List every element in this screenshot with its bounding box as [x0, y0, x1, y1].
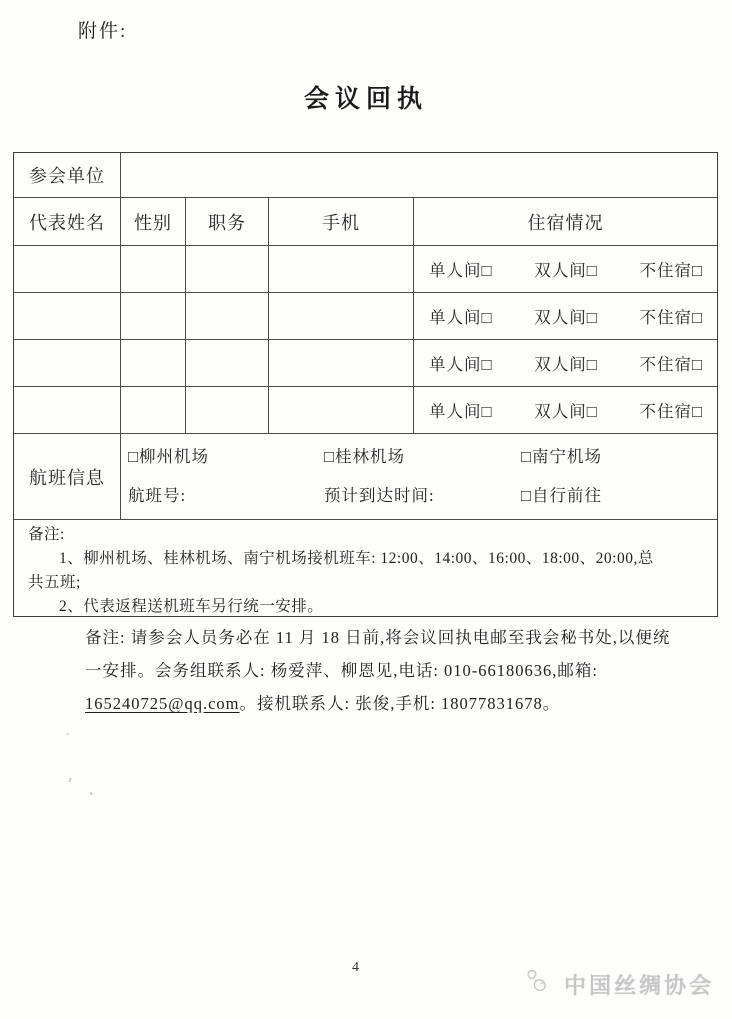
- remark-line1: 备注: 请参会人员务必在 11 月 18 日前,将会议回执电邮至我会秘书处,以便统: [85, 628, 671, 647]
- double-room-checkbox-option: 双人间□: [534, 402, 598, 421]
- remark-paragraph: [85, 621, 685, 720]
- arrival-time-label: 预计到达时间:: [324, 486, 435, 505]
- scan-artifact: [68, 778, 71, 782]
- double-room-checkbox-option: 双人间□: [534, 308, 598, 327]
- double-room-checkbox-option: 双人间□: [534, 355, 598, 374]
- position-cell: [186, 293, 269, 339]
- accommodation-cell: [414, 387, 717, 433]
- mobile-cell: [269, 246, 414, 292]
- table-row-unit: [14, 153, 717, 197]
- table-notes-row: [14, 519, 717, 616]
- header-name: 代表姓名: [14, 198, 121, 245]
- page-title: 会议回执: [303, 86, 428, 113]
- reply-form-table: [13, 152, 718, 617]
- remark-line3: [85, 687, 685, 720]
- accommodation-cell: [414, 340, 717, 386]
- header-gender: 性别: [121, 198, 186, 245]
- header-accommodation: 住宿情况: [527, 212, 604, 233]
- table-row: [14, 386, 717, 433]
- position-cell: [186, 246, 269, 292]
- airport-options-line: [121, 443, 717, 467]
- scan-artifact: [66, 733, 69, 735]
- name-cell: [14, 246, 121, 292]
- notes-item2: 2、代表返程送机班车另行统一安排。: [59, 598, 324, 615]
- remark-line3-rest: 。接机联系人: 张俊,手机: 18077831678。: [239, 694, 561, 713]
- header-position: 职务: [186, 198, 269, 245]
- name-cell: [14, 340, 121, 386]
- gender-cell: [121, 246, 186, 292]
- gender-cell: [121, 340, 186, 386]
- position-cell: [186, 340, 269, 386]
- footer-watermark: [524, 968, 714, 1001]
- attachment-label: 附件:: [78, 21, 128, 42]
- table-header-row: [14, 197, 717, 245]
- no-stay-checkbox-option: 不住宿□: [639, 308, 703, 327]
- silk-association-logo-icon: [524, 968, 556, 1001]
- no-stay-checkbox-option: 不住宿□: [639, 355, 703, 374]
- nanning-airport-checkbox-option: □南宁机场: [521, 447, 602, 466]
- accommodation-cell: [414, 293, 717, 339]
- notes-item1-line1: 1、柳州机场、桂林机场、南宁机场接机班车: 12:00、14:00、16:00、18:00、20:00,总: [59, 550, 654, 567]
- guilin-airport-checkbox-option: □桂林机场: [324, 447, 405, 466]
- flight-info-cell: [121, 434, 717, 519]
- name-cell: [14, 387, 121, 433]
- single-room-checkbox-option: 单人间□: [429, 355, 493, 374]
- notes-item1-line2: 共五班;: [28, 574, 81, 591]
- remark-line2: 一安排。会务组联系人: 杨爱萍、柳恩见,电话: 010-66180636,邮箱:: [85, 661, 598, 680]
- table-row: [14, 292, 717, 339]
- header-mobile: 手机: [269, 198, 414, 245]
- unit-label-cell: 参会单位: [14, 153, 121, 197]
- position-cell: [186, 387, 269, 433]
- single-room-checkbox-option: 单人间□: [429, 402, 493, 421]
- mobile-cell: [269, 387, 414, 433]
- flight-info-label: 航班信息: [14, 434, 121, 519]
- name-cell: [14, 293, 121, 339]
- flight-number-label: 航班号:: [128, 486, 187, 505]
- liuzhou-airport-checkbox-option: □柳州机场: [128, 447, 209, 466]
- gender-cell: [121, 293, 186, 339]
- unit-value-cell: [121, 153, 717, 197]
- self-travel-checkbox-option: □自行前往: [521, 486, 602, 505]
- table-row: [14, 339, 717, 386]
- no-stay-checkbox-option: 不住宿□: [639, 261, 703, 280]
- table-notes-cell: [14, 520, 717, 616]
- single-room-checkbox-option: 单人间□: [429, 308, 493, 327]
- mobile-cell: [269, 340, 414, 386]
- contact-email: 165240725@qq.com: [85, 694, 240, 713]
- flight-detail-line: [121, 482, 717, 506]
- double-room-checkbox-option: 双人间□: [534, 261, 598, 280]
- mobile-cell: [269, 293, 414, 339]
- notes-label: 备注:: [28, 526, 65, 543]
- single-room-checkbox-option: 单人间□: [429, 261, 493, 280]
- table-row: [14, 245, 717, 292]
- gender-cell: [121, 387, 186, 433]
- page-number: 4: [352, 960, 359, 975]
- accommodation-cell: [414, 246, 717, 292]
- footer-brand-text: 中国丝绸协会: [563, 973, 714, 998]
- no-stay-checkbox-option: 不住宿□: [639, 402, 703, 421]
- flight-info-row: [14, 433, 717, 519]
- scan-artifact: [89, 792, 92, 796]
